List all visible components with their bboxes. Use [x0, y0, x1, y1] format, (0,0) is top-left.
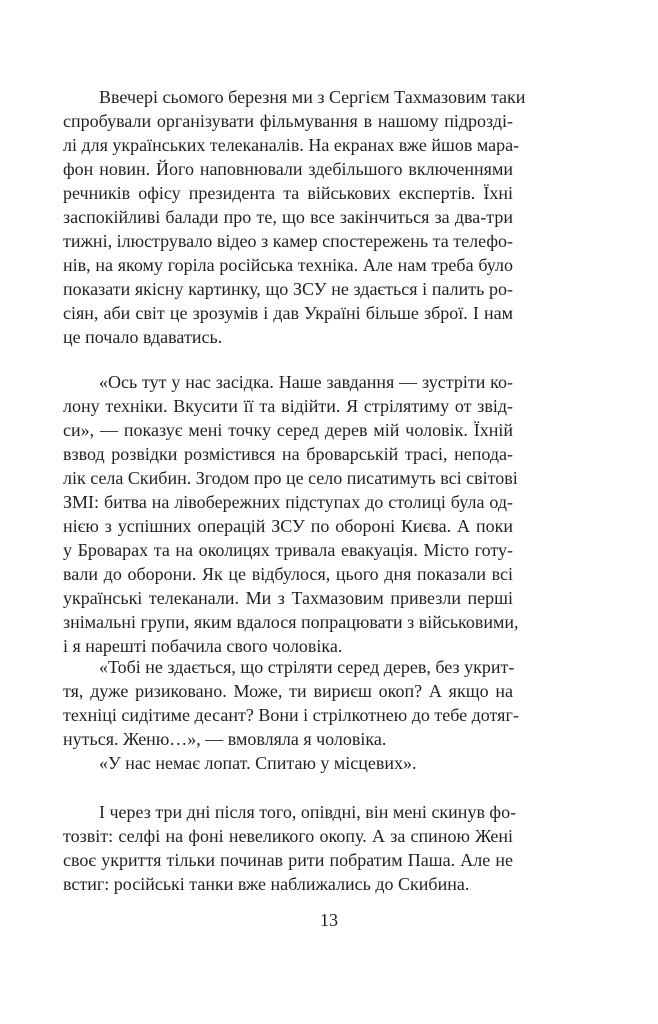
paragraph-5: [63, 800, 517, 896]
paragraph-2: [63, 370, 519, 658]
text-line: тижні, ілюструвало відео з камер спостережень та телефо-: [63, 231, 513, 251]
text-line: тя, дуже ризиковано. Може, ти вириєш окоп? А якщо на: [63, 681, 513, 701]
text-line: і я нарешті побачила свого чоловіка.: [63, 636, 343, 656]
text-line: взвод розвідки розмістився на броварській трасі, непода-: [63, 444, 513, 464]
text-line: сіян, аби світ це зрозумів і дав Україні більше зброї. І нам: [63, 303, 513, 323]
paragraph-4: [63, 751, 513, 775]
text-line: «Ось тут у нас засідка. Наше завдання — зустріти ко-: [99, 372, 513, 392]
text-line: си», — показує мені точку серед дерев мій чоловік. Їхній: [63, 420, 513, 440]
text-line: фон новин. Його наповнювали здебільшого включеннями: [63, 159, 513, 179]
text-line: І через три дні після того, опівдні, він мені скинув фо-: [99, 802, 517, 822]
paragraph-3: [63, 655, 519, 751]
text-line: «Тобі не здається, що стріляти серед дерев, без укрит-: [99, 657, 515, 677]
paragraph-1: [63, 85, 526, 349]
text-line: лік села Скибин. Згодом про це село писатимуть всі світові: [63, 468, 518, 488]
text-line: у Броварах та на околицях тривала евакуація. Місто готу-: [63, 540, 513, 560]
text-line: вали до оборони. Як це відбулося, цього дня показали всі: [63, 564, 513, 584]
text-line: нуться. Женю…», — вмовляла я чоловіка.: [63, 729, 387, 749]
text-line: речників офісу президента та військових експертів. Їхні: [63, 183, 513, 203]
text-line: нією з успішних операцій ЗСУ по обороні Києва. А поки: [63, 516, 513, 536]
text-line: встиг: російські танки вже наближались до Скибина.: [63, 874, 470, 894]
text-line: лону техніки. Вкусити її та відійти. Я стрілятиму от звід-: [63, 396, 513, 416]
text-line: Ввечері сьомого березня ми з Сергієм Тахмазовим таки: [99, 87, 526, 107]
text-line: нів, на якому горіла російська техніка. Але нам треба було: [63, 255, 513, 275]
text-line: знімальні групи, яким вдалося попрацювати з військовими,: [63, 612, 519, 632]
page-number: 13: [320, 910, 338, 930]
text-line: техніці сидітиме десант? Вони і стрілкотнею до тебе дотяг-: [63, 705, 519, 725]
text-line: спробували організувати фільмування в нашому підрозді-: [63, 111, 513, 131]
text-line: своє укриття тільки починав рити побратим Паша. Але не: [63, 850, 513, 870]
text-line: показати якісну картинку, що ЗСУ не здається і палить ро-: [63, 279, 513, 299]
text-line: заспокійливі балади про те, що все закінчиться за два-три: [63, 207, 513, 227]
text-line: ЗМІ: битва на лівобережних підступах до столиці була од-: [63, 492, 513, 512]
text-line: це почало вдаватись.: [63, 327, 223, 347]
text-line: тозвіт: селфі на фоні невеликого окопу. А за спиною Жені: [63, 826, 513, 846]
text-line: «У нас немає лопат. Спитаю у місцевих».: [99, 753, 417, 773]
text-line: українські телеканали. Ми з Тахмазовим привезли перші: [63, 588, 513, 608]
text-line: лі для українських телеканалів. На екранах вже йшов мара-: [63, 135, 520, 155]
